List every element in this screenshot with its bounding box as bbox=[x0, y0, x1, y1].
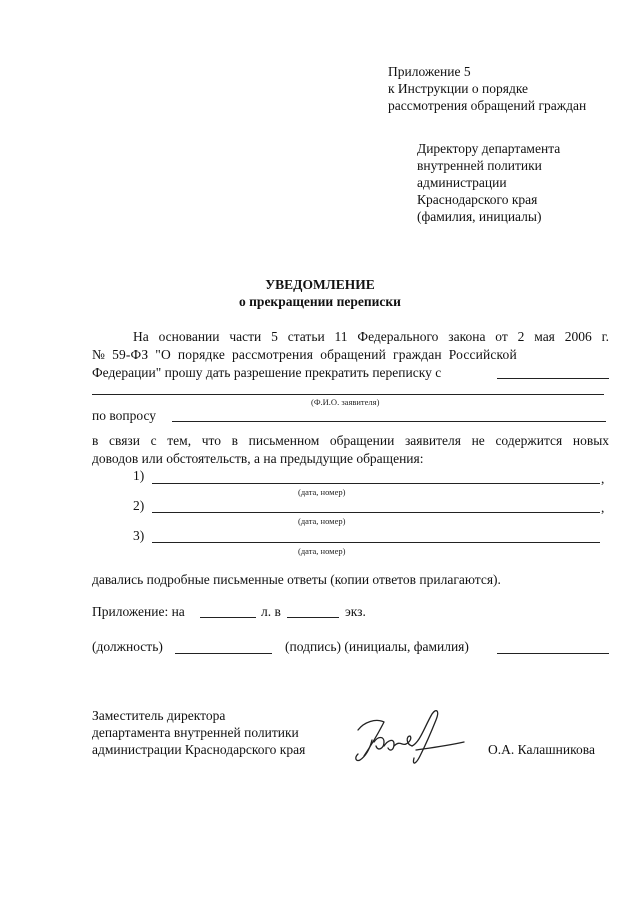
appendix-block bbox=[388, 63, 586, 114]
paragraph-1-line-2: № 59-ФЗ "О порядке рассмотрения обращений граждан Российской bbox=[92, 347, 517, 362]
paragraph-2-line-1: в связи с тем, что в письменном обращении заявителя не содержится новых bbox=[92, 433, 610, 448]
item-2-caption: (дата, номер) bbox=[298, 516, 346, 526]
attachment-label: Приложение: на bbox=[92, 604, 185, 619]
answers-line: давались подробные письменные ответы (копии ответов прилагаются). bbox=[92, 572, 501, 587]
paragraph-2-line-2: доводов или обстоятельств, а на предыдущие обращения: bbox=[92, 451, 424, 466]
handwritten-signature bbox=[350, 700, 470, 770]
signatory-line-2: департамента внутренней политики bbox=[92, 725, 299, 740]
item-2-number: 2) bbox=[133, 498, 145, 513]
signatory-name: О.А. Калашникова bbox=[488, 742, 595, 757]
signatory-line-1: Заместитель директора bbox=[92, 708, 226, 723]
position-blank[interactable] bbox=[175, 653, 272, 654]
item-3-caption: (дата, номер) bbox=[298, 546, 346, 556]
fio-caption: (Ф.И.О. заявителя) bbox=[311, 397, 380, 407]
item-1-number: 1) bbox=[133, 468, 145, 483]
applicant-name-blank-2[interactable] bbox=[92, 394, 604, 395]
applicant-name-blank[interactable] bbox=[497, 378, 609, 379]
attachment-sheets-label: л. в bbox=[261, 604, 281, 619]
item-2-blank[interactable] bbox=[152, 512, 600, 513]
item-1-comma: , bbox=[601, 471, 605, 486]
item-1-caption: (дата, номер) bbox=[298, 487, 346, 497]
item-3-blank[interactable] bbox=[152, 542, 600, 543]
item-2-comma: , bbox=[601, 500, 605, 515]
attachment-sheets-blank[interactable] bbox=[200, 617, 256, 618]
sign-label: (подпись) (инициалы, фамилия) bbox=[285, 639, 469, 654]
signatory-block bbox=[92, 707, 305, 758]
signatory-line-3: администрации Краснодарского края bbox=[92, 742, 306, 757]
addressee-line-2: внутренней политики bbox=[417, 158, 542, 173]
addressee-line-1: Директору департамента bbox=[417, 141, 561, 156]
item-3-number: 3) bbox=[133, 528, 145, 543]
item-1-blank[interactable] bbox=[152, 483, 600, 484]
paragraph-1-line-1: На основании части 5 статьи 11 Федерального закона от 2 мая 2006 г. bbox=[133, 329, 609, 344]
sign-blank[interactable] bbox=[497, 653, 609, 654]
document-subtitle: о прекращении переписки bbox=[239, 294, 401, 309]
paragraph-1-line-3: Федерации" прошу дать разрешение прекратить переписку с bbox=[92, 365, 442, 380]
attachment-copies-label: экз. bbox=[345, 604, 366, 619]
appendix-line-3: рассмотрения обращений граждан bbox=[388, 98, 587, 113]
appendix-line-1: Приложение 5 bbox=[388, 64, 471, 79]
addressee-line-3: администрации bbox=[417, 175, 507, 190]
addressee-block bbox=[417, 140, 560, 225]
question-label: по вопросу bbox=[92, 408, 157, 423]
question-blank[interactable] bbox=[172, 421, 606, 422]
position-label: (должность) bbox=[92, 639, 163, 654]
addressee-line-5: (фамилия, инициалы) bbox=[417, 209, 542, 224]
addressee-line-4: Краснодарского края bbox=[417, 192, 538, 207]
appendix-line-2: к Инструкции о порядке bbox=[388, 81, 529, 96]
document-title: УВЕДОМЛЕНИЕ bbox=[265, 277, 375, 292]
attachment-copies-blank[interactable] bbox=[287, 617, 339, 618]
